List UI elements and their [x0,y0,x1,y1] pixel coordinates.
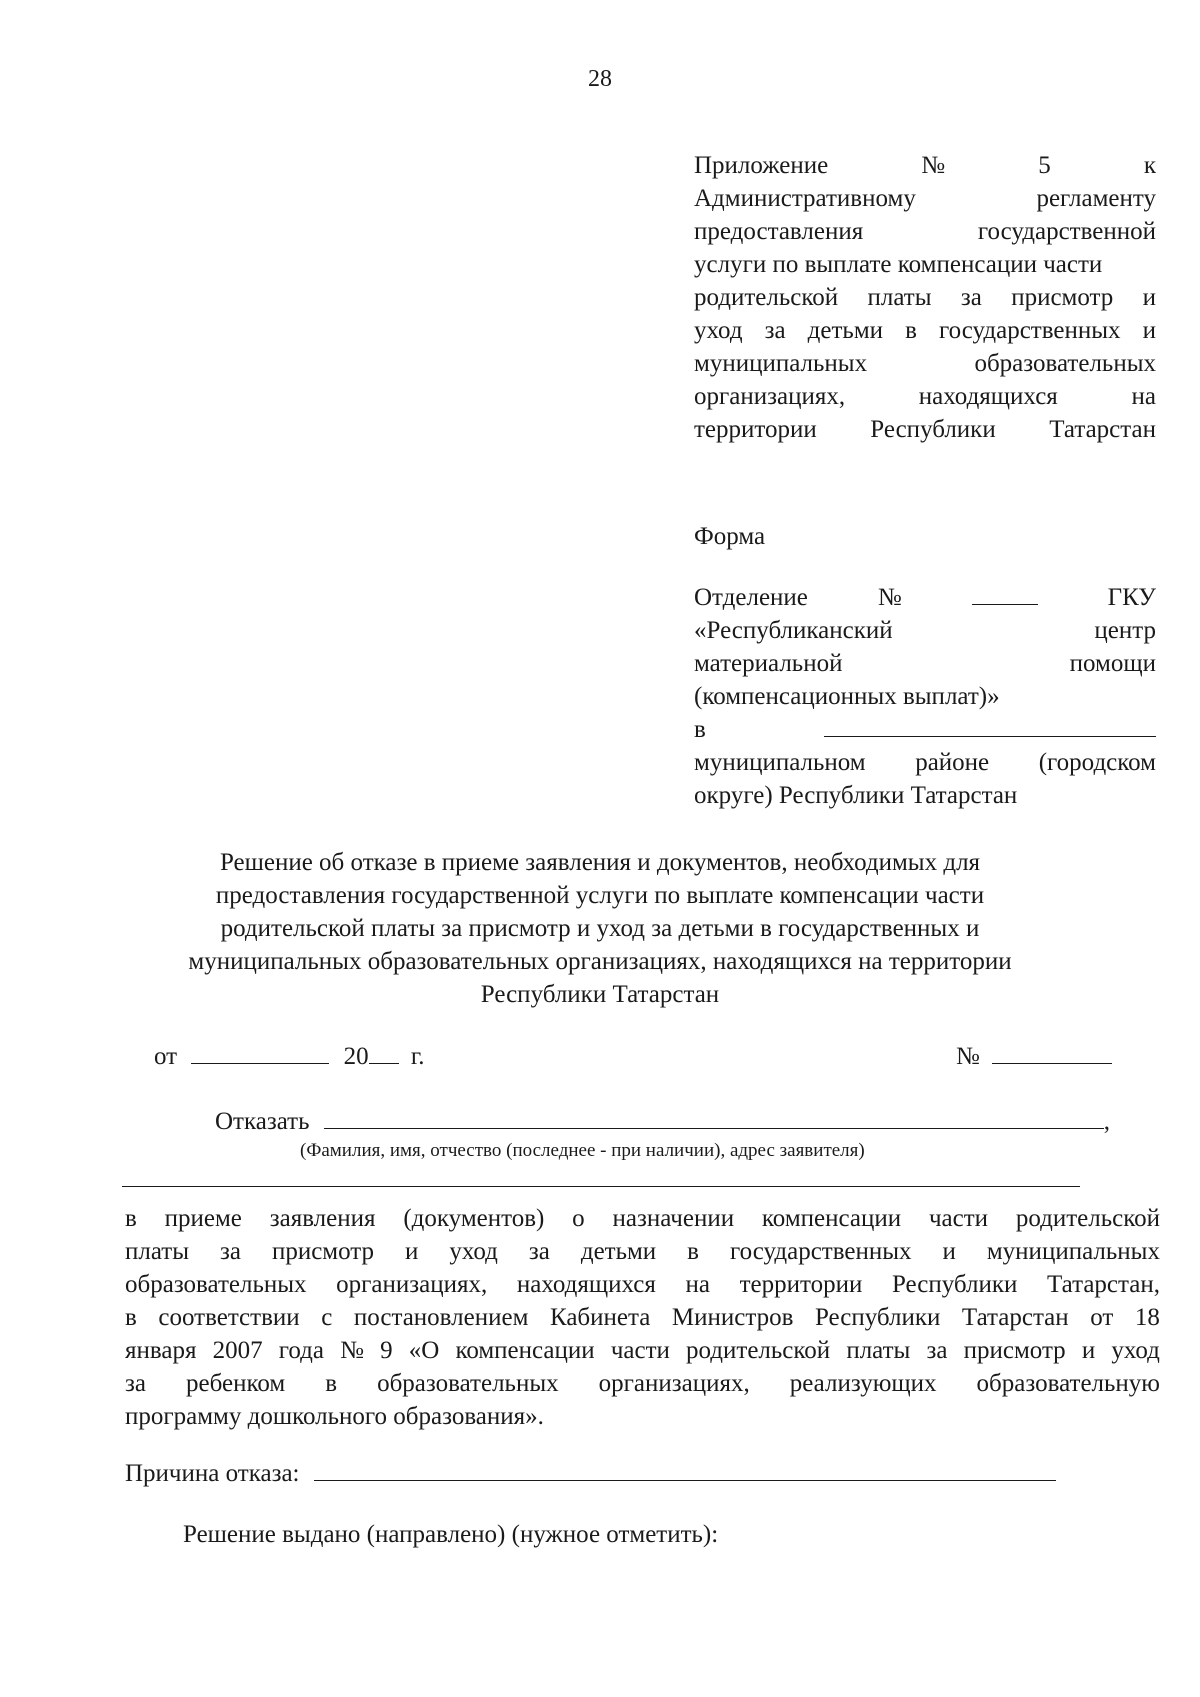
issued-row: Решение выдано (направлено) (нужное отметить): [183,1521,719,1548]
applicant-field[interactable] [324,1108,1104,1129]
applicant-continuation-line[interactable] [122,1186,1080,1187]
page-number: 28 [588,66,612,92]
text-line: образовательных организациях, находящихся на территории Республики Татарстан, [125,1271,1160,1298]
decision-title: Решение об отказе в приеме заявления и документов, необходимых для предоставления государственной услуги по выплате компенсации части родительской платы за присмотр и уход за детьми в государственных и муниципальных образовательных организациях, находящихся на территории Республики Татарстан [188,849,1012,1008]
text-line: услуги по выплате компенсации части [694,251,1103,278]
decision-body [125,1202,1160,1433]
applicant-hint: (Фамилия, имя, отчество (последнее - при наличии), адрес заявителя) [300,1140,865,1161]
decision-number-field[interactable] [992,1043,1112,1064]
refuse-row: Отказать , [215,1108,1110,1135]
date-field[interactable] [191,1043,329,1064]
text-line: родительской платы за присмотр и [694,284,1156,311]
number-row: № [956,1043,1112,1071]
reason-field[interactable] [314,1460,1056,1481]
text-line: уход за детьми в государственных и [694,317,1156,344]
text-line: организациях, находящихся на [694,383,1156,410]
text-line: Административному регламенту [694,185,1156,212]
text-line: за ребенком в образовательных организациях, реализующих образовательную [125,1370,1160,1397]
district-field[interactable] [824,716,1156,737]
date-row: от 20 г. [154,1043,425,1070]
text-line: территории Республики Татарстан [694,416,1156,443]
reason-row: Причина отказа: [125,1460,1056,1488]
text-line: в приеме заявления (документов) о назначении компенсации части родительской [125,1205,1160,1232]
text-line: программу дошкольного образования». [125,1403,544,1430]
addressee-block: Отделение № ГКУ «Республиканский центр материальной помощи (компенсационных выплат)» в муниципальном районе (городском округе) Республики Татарстан [694,581,1156,812]
appendix-reference [694,149,1156,446]
addressee-line-1: Отделение № ГКУ [694,584,1156,611]
text-line: января 2007 года № 9 «О компенсации части родительской платы за присмотр и уход [125,1337,1160,1364]
text-line: платы за присмотр и уход за детьми в государственных и муниципальных [125,1238,1160,1265]
department-number-field[interactable] [972,584,1038,605]
year-field[interactable] [369,1043,399,1064]
text-line: Приложение № 5 к [694,152,1156,179]
text-line: в соответствии с постановлением Кабинета Министров Республики Татарстан от 18 [125,1304,1160,1331]
text-line: предоставления государственной [694,218,1156,245]
form-label: Форма [694,523,766,550]
text-line: муниципальных образовательных [694,350,1156,377]
